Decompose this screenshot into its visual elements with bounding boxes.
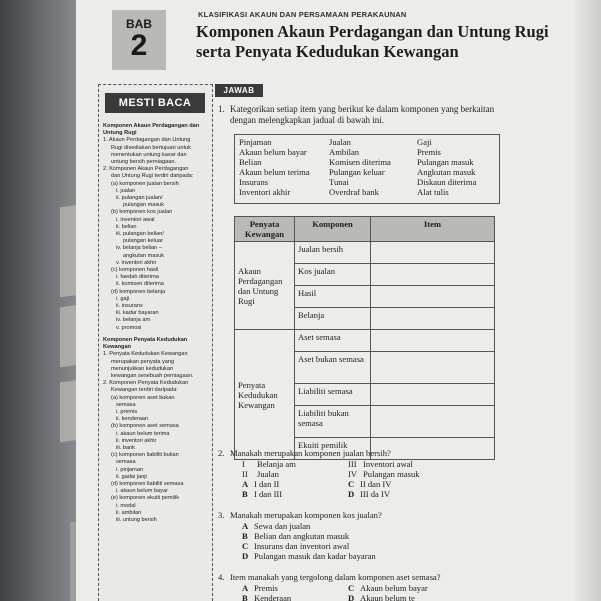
note-line: ii. inventori akhir — [116, 437, 157, 444]
note-line: menentukan untung kasar dan — [111, 151, 187, 158]
note-line: 2. Komponen Penyata Kedudukan — [103, 380, 189, 387]
option-key: D — [348, 489, 355, 499]
item-entry: Diskaun diterima — [417, 177, 477, 187]
option-text: Insurans dan inventori awal — [254, 541, 350, 551]
item-answer-cell[interactable] — [371, 330, 495, 352]
note-line: dan Untung Rugi terdiri daripada: — [111, 173, 194, 180]
option-text: I dan III — [254, 489, 283, 499]
chapter-subtitle: KLASIFIKASI AKAUN DAN PERSAMAAN PERAKAUNAN — [198, 10, 407, 19]
note-line: semasa — [116, 401, 136, 408]
note-line: i. faedah diterima — [116, 274, 159, 281]
mesti-baca-panel — [98, 84, 213, 601]
statement-row — [230, 459, 518, 469]
question-number: 3. — [218, 510, 225, 520]
component-cell: Liabiliti semasa — [295, 384, 371, 406]
note-line: i. inventori awal — [116, 216, 155, 223]
option-key: C — [348, 583, 355, 593]
question-text: Item manakah yang tergolong dalam komponen aset semasa? — [230, 572, 441, 582]
answer-option[interactable] — [242, 479, 279, 489]
answer-option[interactable] — [348, 489, 390, 499]
component-cell: Aset semasa — [295, 330, 371, 352]
note-line: (d) komponen liabiliti semasa — [111, 480, 184, 487]
component-cell: Aset bukan semasa — [295, 352, 371, 384]
note-line: ii. gadai janji — [116, 473, 147, 480]
component-cell: Hasil — [295, 286, 371, 308]
item-entry: Ambilan — [329, 147, 360, 157]
item-column-3 — [417, 137, 476, 197]
note-line: semasa — [116, 459, 136, 466]
table-header: Item — [371, 217, 495, 242]
note-line: pulangan masuk — [123, 202, 165, 209]
note-line: iii. untung bersih — [116, 516, 157, 523]
question-2 — [218, 448, 518, 499]
option-key: D — [242, 551, 249, 561]
answer-option[interactable] — [242, 583, 278, 593]
question-number: 4. — [218, 572, 225, 582]
statement-roman: III — [348, 459, 357, 469]
note-line: 1. Penyata Kedudukan Kewangan — [103, 351, 188, 358]
item-column-2 — [329, 137, 391, 197]
item-entry: Inventori akhir — [239, 187, 291, 197]
note-line: angkutan masuk — [123, 252, 165, 259]
note-line: Komponen Penyata Kedudukan — [103, 336, 188, 343]
note-line: kewangan sesebuah perniagaan. — [111, 372, 194, 379]
component-cell: Jualan bersih — [295, 242, 371, 264]
option-row — [230, 531, 518, 541]
mesti-baca-notes — [103, 123, 211, 524]
item-entry: Pulangan keluar — [329, 167, 385, 177]
note-line: i. premis — [116, 408, 138, 415]
note-line: menunjukkan kedudukan — [111, 365, 174, 372]
note-line: untung bersih perniagaan. — [111, 159, 177, 166]
note-line: 1. Akaun Perdagangan dan Untung — [103, 137, 191, 144]
note-line: iii. pulangan belian/ — [116, 231, 164, 238]
answer-option[interactable] — [348, 479, 392, 489]
answer-option[interactable] — [242, 593, 291, 601]
note-line: ii. komisen diterima — [116, 281, 164, 288]
item-entry: Angkutan masuk — [417, 167, 476, 177]
note-line: (a) komponen aset bukan — [111, 394, 175, 401]
option-key: C — [242, 541, 249, 551]
item-entry: Gaji — [417, 137, 432, 147]
table-header: Penyata Kewangan — [235, 217, 295, 242]
note-line: ii. ambilan — [116, 509, 142, 516]
jawab-label: JAWAB — [215, 84, 263, 97]
item-entry: Komisen diterima — [329, 157, 391, 167]
note-line: iii. kadar bayaran — [116, 310, 159, 317]
item-entry: Akaun belum bayar — [239, 147, 307, 157]
option-key: A — [242, 479, 249, 489]
table-row — [235, 330, 495, 352]
option-text: I dan II — [254, 479, 280, 489]
note-line: (c) komponen hasil — [111, 267, 159, 274]
item-answer-cell[interactable] — [371, 242, 495, 264]
option-text: Belian dan angkutan masuk — [254, 531, 350, 541]
background-left-pages — [0, 0, 78, 601]
note-line: v. promosi — [116, 324, 142, 331]
item-entry: Pinjaman — [239, 137, 272, 147]
table-row — [235, 242, 495, 264]
note-line: Untung Rugi — [103, 130, 137, 137]
table-group-cell: Akaun Perdagangan dan Untung Rugi — [235, 242, 295, 330]
option-key: B — [242, 531, 248, 541]
item-answer-cell[interactable] — [371, 286, 495, 308]
note-line: ii. kenderaan — [116, 416, 149, 423]
note-line: merupakan penyata yang — [111, 358, 175, 365]
option-row — [230, 551, 518, 561]
statement-text: Jualan — [257, 469, 279, 479]
option-row — [230, 541, 518, 551]
item-entry: Tunai — [329, 177, 349, 187]
item-entry: Akaun belum terima — [239, 167, 310, 177]
note-line: iv. belanja belian – — [116, 245, 162, 252]
question-text: Manakah merupakan komponen kos jualan? — [230, 510, 382, 520]
statement — [242, 459, 296, 469]
option-text: Premis — [254, 583, 278, 593]
statement-text: Belanja am — [257, 459, 296, 469]
statement — [348, 469, 420, 479]
option-key: B — [242, 489, 248, 499]
item-answer-cell[interactable] — [371, 406, 495, 438]
note-line: i. akaun belum bayar — [116, 488, 168, 495]
item-entry: Belian — [239, 157, 262, 167]
note-line: (b) komponen aset semasa — [111, 423, 179, 430]
statement-text: Inventori awal — [363, 459, 413, 469]
item-list-box — [234, 134, 500, 204]
item-answer-cell[interactable] — [371, 308, 495, 330]
statement-roman: II — [242, 469, 248, 479]
textbook-page — [76, 0, 601, 601]
note-line: ii. belian — [116, 223, 137, 230]
item-entry: Jualan — [329, 137, 351, 147]
note-line: i. akaun belum terima — [116, 430, 170, 437]
note-line: v. inventori akhir — [116, 259, 157, 266]
statement — [242, 469, 279, 479]
option-row — [230, 479, 518, 489]
question-number: 1. — [218, 104, 225, 114]
option-text: Akaun belum bayar — [360, 583, 428, 593]
item-column-1 — [239, 137, 310, 197]
note-line: iii. bank — [116, 444, 135, 451]
note-line: i. modal — [116, 502, 136, 509]
option-row — [230, 583, 518, 593]
question-number: 2. — [218, 448, 225, 458]
component-cell: Belanja — [295, 308, 371, 330]
mesti-baca-heading: MESTI BACA — [105, 93, 205, 113]
component-cell: Kos jualan — [295, 264, 371, 286]
note-line: i. jualan — [116, 187, 136, 194]
chapter-badge — [112, 10, 166, 70]
answer-option[interactable] — [242, 531, 349, 541]
note-line: i. pinjaman — [116, 466, 144, 473]
note-line: i. gaji — [116, 295, 130, 302]
answer-option[interactable] — [242, 541, 349, 551]
item-entry: Insurans — [239, 177, 269, 187]
chapter-number: 2 — [130, 29, 148, 62]
note-line: Komponen Akaun Perdagangan dan — [103, 123, 200, 129]
statement-roman: I — [242, 459, 245, 469]
answer-option[interactable] — [242, 489, 282, 499]
component-cell: Liabiliti bukan semasa — [295, 406, 371, 438]
option-text: Akaun belum te — [360, 593, 415, 601]
question-3 — [218, 510, 518, 561]
note-line: (d) komponen belanja — [111, 288, 166, 295]
note-line: (c) komponen liabiliti bukan — [111, 452, 179, 459]
note-line: 2. Komponen Akaun Perdagangan — [103, 166, 189, 173]
option-text: II dan IV — [360, 479, 392, 489]
option-row — [230, 489, 518, 499]
option-text: III da IV — [360, 489, 391, 499]
question-4 — [218, 572, 518, 601]
item-answer-cell[interactable] — [371, 384, 495, 406]
option-key: A — [242, 583, 249, 593]
note-line: (b) komponen kos jualan — [111, 209, 173, 216]
statement — [348, 459, 413, 469]
note-line: pulangan keluar — [123, 238, 163, 245]
item-entry: Premis — [417, 147, 441, 157]
note-line: (e) komponen ekuiti pemilik — [111, 495, 180, 502]
question-1 — [218, 104, 518, 126]
option-row — [230, 521, 518, 531]
option-key: C — [348, 479, 355, 489]
option-text: Pulangan masuk dan kadar bayaran — [254, 551, 376, 561]
statement-text: Pulangan masuk — [363, 469, 420, 479]
item-entry: Overdraf bank — [329, 187, 379, 197]
table-group-cell: Penyata Kedudukan Kewangan — [235, 330, 295, 460]
note-line: Kewangan — [103, 344, 131, 351]
item-entry: Pulangan masuk — [417, 157, 474, 167]
answer-option[interactable] — [348, 593, 415, 601]
item-answer-cell[interactable] — [371, 264, 495, 286]
statement-row — [230, 469, 518, 479]
table-header: Komponen — [295, 217, 371, 242]
item-entry: Alat tulis — [417, 187, 449, 197]
note-line: ii. pulangan jualan/ — [116, 195, 163, 202]
option-text: Sewa dan jualan — [254, 521, 311, 531]
option-key: D — [348, 593, 355, 601]
chapter-label: BAB — [126, 17, 152, 31]
classification-table — [234, 216, 495, 460]
note-line: Rugi disediakan bertujuan untuk — [111, 144, 191, 151]
answer-option[interactable] — [242, 551, 376, 561]
option-text: Kenderaan — [254, 593, 292, 601]
statement-roman: IV — [348, 469, 358, 479]
note-line: iv. belanja am — [116, 317, 151, 324]
answer-option[interactable] — [242, 521, 310, 531]
option-row — [230, 593, 518, 601]
question-text: Kategorikan setiap item yang berikut ke dalam komponen yang berkaitan dengan melengkapkan jadual di bawah ini. — [230, 104, 495, 125]
question-text: Manakah merupakan komponen jualan bersih? — [230, 448, 391, 458]
answer-option[interactable] — [348, 583, 428, 593]
option-key: A — [242, 521, 249, 531]
component-cell: Ekuiti pemilik — [295, 438, 371, 460]
item-answer-cell[interactable] — [371, 352, 495, 384]
note-line: ii. insurans — [116, 303, 143, 310]
note-line: Kewangan terdiri daripada: — [111, 387, 178, 394]
page-title: Komponen Akaun Perdagangan dan Untung Rugi serta Penyata Kedudukan Kewangan — [196, 22, 549, 61]
option-key: B — [242, 593, 248, 601]
note-line: (a) komponen jualan bersih — [111, 180, 179, 187]
